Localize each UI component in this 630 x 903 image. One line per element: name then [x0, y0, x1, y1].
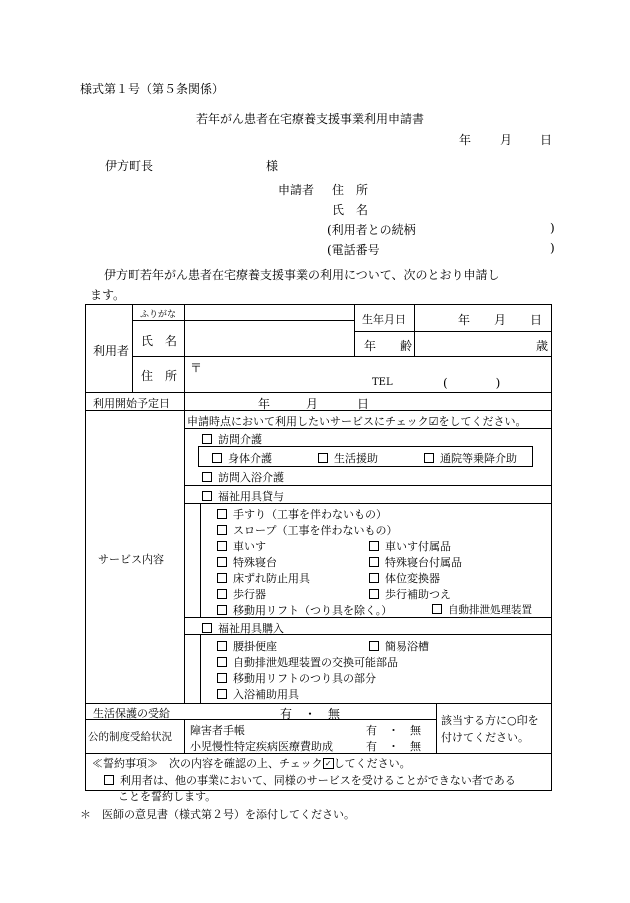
pledge-checkbox[interactable]: 利用者は、他の事業において、同様のサービスを受けることができない者である	[104, 772, 516, 788]
checkbox-icon	[202, 434, 212, 444]
checkbox-lift[interactable]: 移動用リフト（つり具を除く。）	[217, 602, 392, 618]
disability-value[interactable]: 有 ・ 無	[366, 724, 421, 737]
addressee: 伊方町長	[105, 159, 154, 173]
tel-paren: ( )	[443, 376, 501, 390]
user-label: 利用者	[93, 344, 130, 358]
checkbox-icon	[217, 557, 227, 567]
applicant-phone-label: (電話番号	[327, 243, 380, 257]
postal-mark: 〒	[190, 361, 203, 375]
checkbox-icon	[202, 472, 212, 482]
checkbox-body-care[interactable]: 身体介護	[212, 450, 272, 466]
checkbox-bath-aids[interactable]: 入浴補助用具	[217, 686, 299, 702]
applicant-address-label: 住 所	[332, 183, 369, 197]
checkbox-bedsore[interactable]: 床ずれ防止用具	[217, 570, 310, 586]
checkbox-icon	[369, 589, 379, 599]
checkbox-icon	[217, 541, 227, 551]
start-year: 年	[258, 397, 271, 411]
public-note-line1: 該当する方に○印を	[441, 714, 539, 727]
checkbox-life-support[interactable]: 生活援助	[318, 450, 378, 466]
checkbox-icon	[104, 775, 114, 785]
checkbox-icon	[217, 573, 227, 583]
check-icon: ✓	[323, 758, 334, 769]
checkbox-icon	[217, 657, 227, 667]
tel-label: TEL	[372, 377, 393, 388]
checkbox-icon	[217, 641, 227, 651]
birth-year: 年	[458, 313, 471, 327]
checkbox-position[interactable]: 体位変換器	[369, 570, 440, 586]
checkbox-lift-parts[interactable]: 移動用リフトのつり具の部分	[217, 670, 376, 686]
checkbox-icon	[369, 573, 379, 583]
checkbox-icon	[217, 605, 227, 615]
checkbox-excretion-parts[interactable]: 自動排泄処理装置の交換可能部品	[217, 654, 398, 670]
relation-close-paren: )	[550, 221, 555, 235]
user-name-label: 氏 名	[141, 334, 178, 348]
checkbox-icon	[212, 453, 222, 463]
pediatric-value[interactable]: 有 ・ 無	[366, 740, 421, 753]
pledge-heading: ≪誓約事項≫ 次の内容を確認の上、チェック ✓ してください。	[92, 757, 411, 770]
intro-line2: ます。	[90, 288, 126, 302]
applicant-name-label: 氏 名	[332, 203, 369, 217]
user-address-label: 住 所	[141, 369, 178, 383]
disability-label: 障害者手帳	[190, 724, 245, 737]
public-label: 公的制度受給状況	[88, 731, 172, 743]
footnote: ＊ 医師の意見書（様式第２号）を添付してください。	[80, 808, 355, 821]
addressee-sama: 様	[266, 159, 279, 173]
checkbox-icon	[369, 641, 379, 651]
checkbox-icon	[369, 557, 379, 567]
public-note-line2: 付けてください。	[441, 731, 529, 744]
checkbox-rental[interactable]: 福祉用具貸与	[202, 488, 284, 504]
checkbox-icon	[217, 509, 227, 519]
checkbox-icon	[217, 589, 227, 599]
checkbox-transport[interactable]: 通院等乗降介助	[424, 450, 517, 466]
start-day: 日	[357, 397, 370, 411]
age-unit: 歳	[536, 339, 549, 353]
checkbox-icon	[202, 623, 212, 633]
birth-day: 日	[530, 313, 543, 327]
applicant-label: 申請者	[278, 183, 315, 197]
checkbox-bathing[interactable]: 訪問入浴介護	[202, 469, 284, 485]
date-day: 日	[540, 133, 553, 147]
age-label: 年 齢	[364, 339, 413, 353]
checkbox-wheelchair-parts[interactable]: 車いす付属品	[369, 538, 451, 554]
furigana-label: ふりがな	[140, 310, 177, 320]
checkbox-cane[interactable]: 歩行補助つえ	[369, 586, 451, 602]
checkbox-bed-parts[interactable]: 特殊寝台付属品	[369, 554, 462, 570]
checkbox-handrail[interactable]: 手すり（工事を伴わないもの）	[217, 506, 387, 522]
start-date-label: 利用開始予定日	[93, 397, 170, 410]
checkbox-slope[interactable]: スロープ（工事を伴わないもの）	[217, 522, 397, 538]
checkbox-icon	[217, 673, 227, 683]
checkbox-home-care[interactable]: 訪問介護	[202, 431, 262, 447]
phone-close-paren: )	[550, 241, 555, 255]
checkbox-icon	[369, 541, 379, 551]
pledge-line2: ことを誓約します。	[118, 790, 217, 803]
checkbox-icon	[318, 453, 328, 463]
start-month: 月	[306, 397, 319, 411]
services-instruction: 申請時点において利用したいサービスにチェック☑をしてください。	[187, 415, 527, 428]
checkbox-walker[interactable]: 歩行器	[217, 586, 266, 602]
checkbox-purchase[interactable]: 福祉用具購入	[202, 620, 284, 636]
checkbox-bed[interactable]: 特殊寝台	[217, 554, 277, 570]
form-number: 様式第１号（第５条関係）	[80, 82, 225, 96]
checkbox-bathtub[interactable]: 簡易浴槽	[369, 638, 429, 654]
checkbox-excretion[interactable]: 自動排泄処理装置	[432, 602, 532, 617]
services-label: サービス内容	[98, 553, 164, 566]
checkbox-icon	[432, 604, 442, 614]
checkbox-icon	[202, 491, 212, 501]
checkbox-wheelchair[interactable]: 車いす	[217, 538, 266, 554]
checkbox-icon	[217, 689, 227, 699]
pediatric-label: 小児慢性特定疾病医療費助成	[190, 740, 333, 753]
checkbox-icon	[217, 525, 227, 535]
date-year: 年	[459, 133, 472, 147]
intro-line1: 伊方町若年がん患者在宅療養支援事業の利用について、次のとおり申請し	[104, 268, 500, 282]
birth-label: 生年月日	[362, 313, 406, 326]
welfare-value[interactable]: 有 ・ 無	[280, 707, 341, 721]
checkbox-icon	[424, 453, 434, 463]
checkbox-toilet-seat[interactable]: 腰掛便座	[217, 638, 277, 654]
welfare-label: 生活保護の受給	[93, 707, 170, 720]
date-month: 月	[500, 133, 513, 147]
page-title: 若年がん患者在宅療養支援事業利用申請書	[196, 112, 425, 126]
birth-month: 月	[494, 313, 507, 327]
applicant-relation-label: (利用者との続柄	[327, 223, 416, 237]
